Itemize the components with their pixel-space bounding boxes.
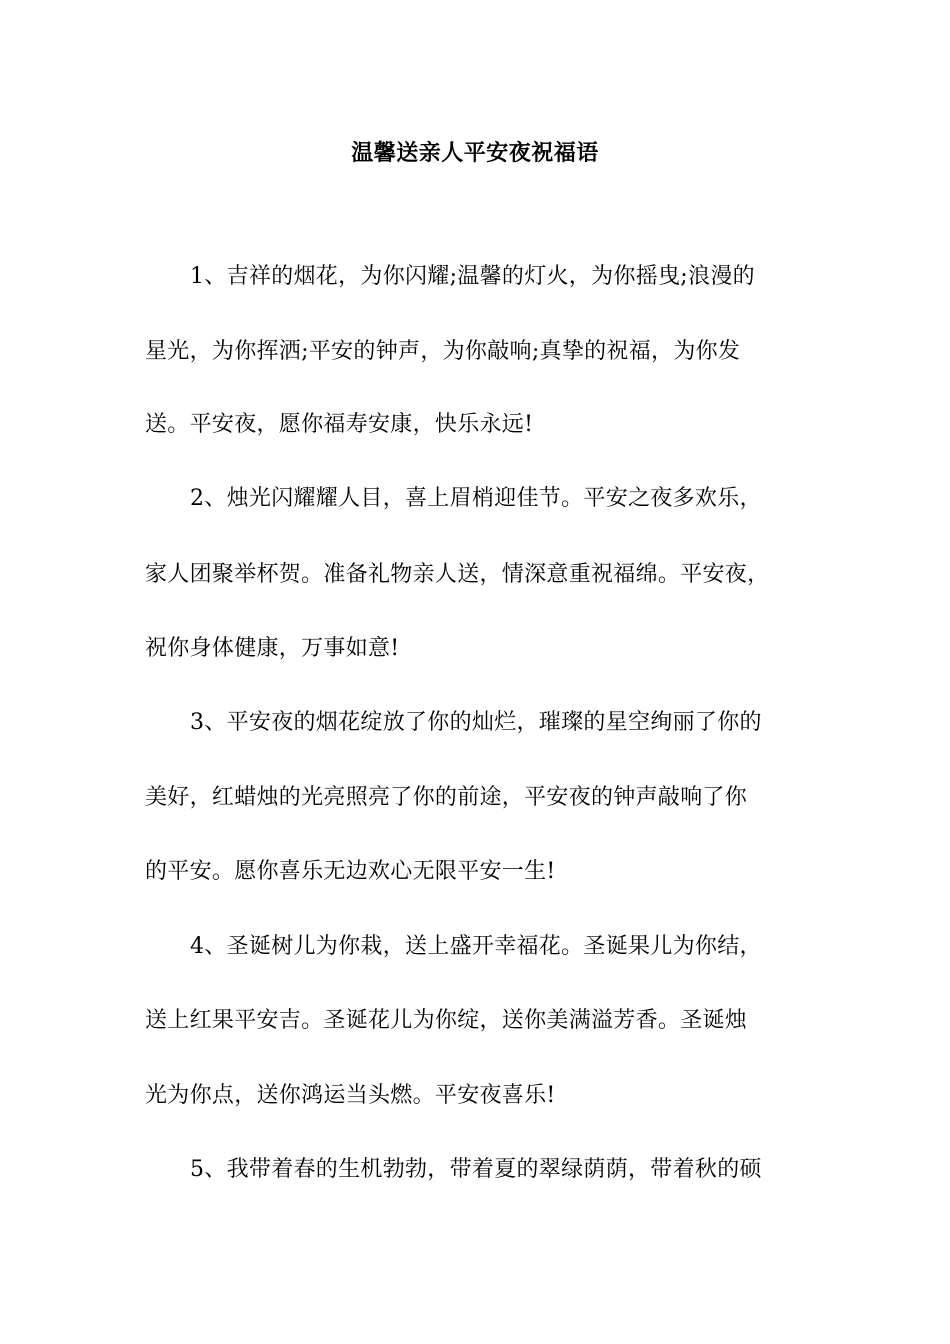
paragraph-1-line-2: 星光，为你挥洒;平安的钟声，为你敲响;真挚的祝福，为你发	[145, 339, 741, 364]
document-title: 温馨送亲人平安夜祝福语	[351, 140, 599, 166]
paragraph-5-line-1: 5、我带着春的生机勃勃，带着夏的翠绿荫荫，带着秋的硕	[190, 1157, 762, 1182]
paragraph-1-line-1: 1、吉祥的烟花，为你闪耀;温馨的灯火，为你摇曳;浪漫的	[190, 264, 755, 289]
paragraph-2-line-1: 2、烛光闪耀耀人目，喜上眉梢迎佳节。平安之夜多欢乐，	[190, 486, 762, 511]
paragraph-2-line-2: 家人团聚举杯贺。准备礼物亲人送，情深意重祝福绵。平安夜，	[145, 562, 770, 587]
paragraph-4-line-2: 送上红果平安吉。圣诞花儿为你绽，送你美满溢芳香。圣诞烛	[145, 1008, 748, 1033]
paragraph-1-line-3: 送。平安夜，愿你福寿安康，快乐永远!	[145, 412, 534, 437]
paragraph-4-line-3: 光为你点，送你鸿运当头燃。平安夜喜乐!	[145, 1083, 556, 1108]
paragraph-4-line-1: 4、圣诞树儿为你栽，送上盛开幸福花。圣诞果儿为你结，	[190, 934, 762, 959]
paragraph-2-line-3: 祝你身体健康，万事如意!	[145, 636, 400, 661]
paragraph-3-line-1: 3、平安夜的烟花绽放了你的灿烂，璀璨的星空绚丽了你的	[190, 710, 762, 735]
paragraph-3-line-3: 的平安。愿你喜乐无边欢心无限平安一生!	[145, 859, 556, 884]
paragraph-3-line-2: 美好，红蜡烛的光亮照亮了你的前途，平安夜的钟声敲响了你	[145, 785, 748, 810]
